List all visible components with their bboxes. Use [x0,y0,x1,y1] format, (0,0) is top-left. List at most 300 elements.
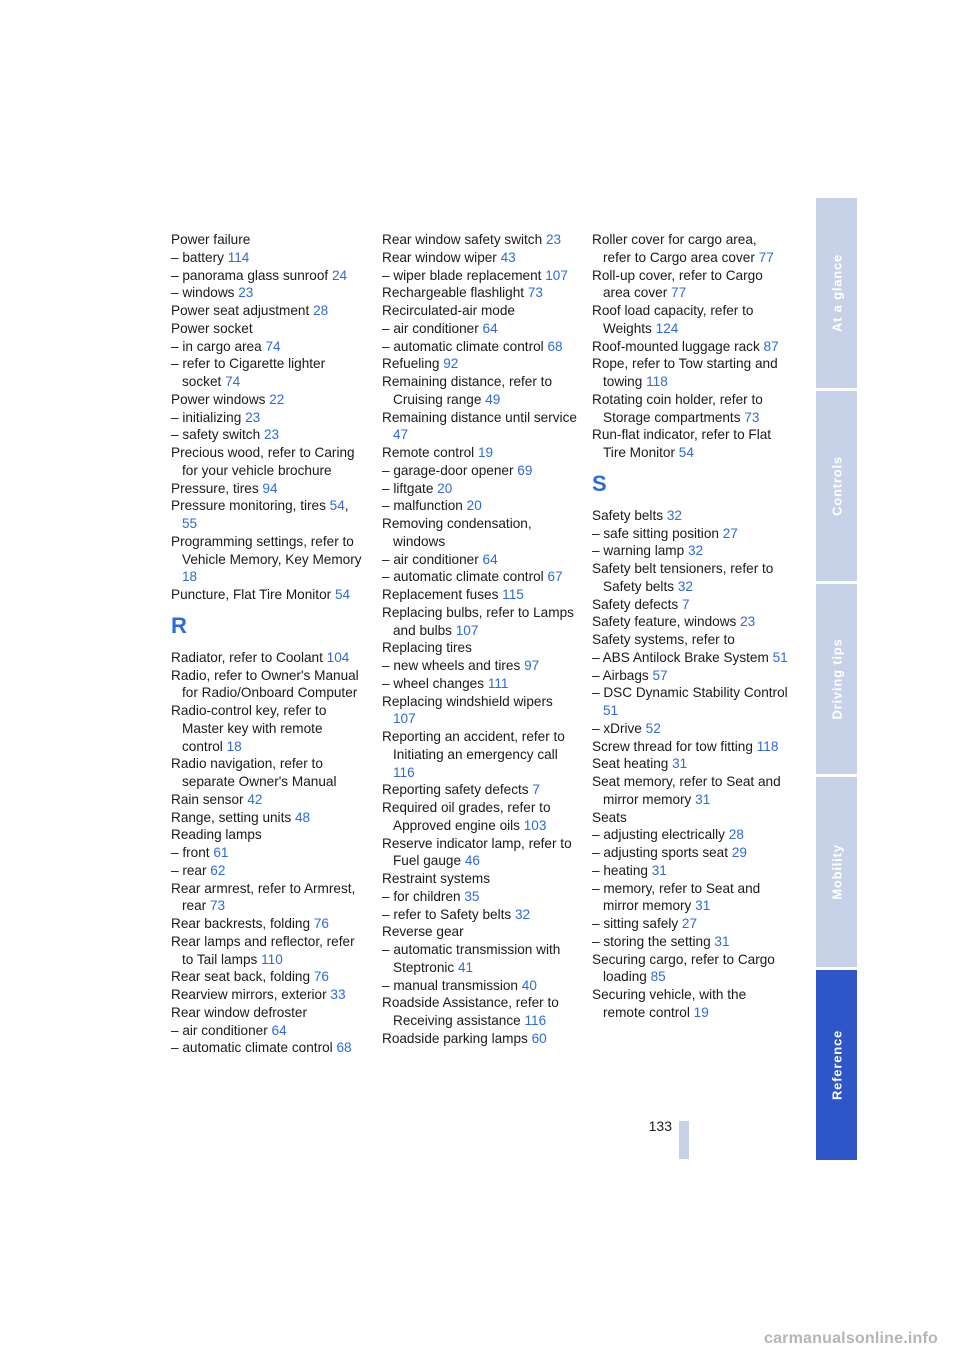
page-link[interactable]: 20 [466,498,482,514]
page-link[interactable]: 51 [772,649,788,665]
entry-text: Safety feature, windows [592,614,737,630]
index-entry [592,933,788,951]
page-link[interactable]: 54 [329,498,345,514]
index-entry [382,568,578,586]
entry-text: – automatic climate control [382,569,544,585]
index-entry [382,693,578,729]
tab-driving-tips[interactable] [816,584,857,774]
index-entry [592,525,788,543]
entry-text: Replacement fuses [382,587,499,602]
tab-label: Controls [829,456,844,516]
index-entry [171,755,367,791]
index-entry [171,986,367,1004]
page-link[interactable]: 124 [655,320,679,336]
page-link[interactable]: 31 [695,898,711,914]
page-link[interactable]: 114 [227,249,250,265]
watermark: carmanualsonline.info [763,1330,938,1347]
entry-text: Recirculated-air mode [382,303,515,318]
index-entry [382,906,578,924]
index-entry [382,639,578,657]
entry-text: – malfunction [382,498,463,514]
page-link[interactable]: 74 [265,338,281,354]
index-entry [171,915,367,933]
index-entry [592,507,788,525]
page-link[interactable]: 76 [313,916,329,931]
entry-text: – adjusting electrically [592,827,725,843]
page-link[interactable]: 32 [677,578,693,594]
page-link[interactable]: 73 [209,898,226,914]
page-link[interactable]: 29 [731,845,747,860]
page-link[interactable]: 52 [645,720,661,736]
index-entry [382,781,578,799]
entry-text: Securing cargo, refer to Cargo loading [592,951,775,985]
page-link[interactable]: 73 [527,285,543,301]
page-number-bar [679,1121,689,1159]
entry-text: Puncture, Flat Tire Monitor [171,587,332,602]
tab-label: Mobility [829,844,844,900]
index-entry [592,596,788,614]
tab-controls[interactable] [816,391,857,581]
index-entry [592,355,788,391]
index-entry [592,862,788,880]
entry-text: – refer to Safety belts [382,906,512,922]
entry-text: Power socket [171,320,253,336]
entry-text: – warning lamp [592,543,685,559]
index-entry [382,923,578,941]
entry-text: Safety belts [592,507,664,523]
page-link[interactable]: 74 [225,374,241,389]
entry-text: Range, setting units [171,809,292,825]
index-entry [382,728,578,781]
entry-text: Replacing windshield wipers [382,693,553,709]
page-link[interactable]: 19 [693,1004,709,1020]
page-link[interactable]: 60 [531,1030,547,1046]
index-entry [592,773,788,809]
entry-text: Radio navigation, refer to separate Owner's Manual [171,756,337,789]
entry-text: – sitting safely [592,916,679,931]
entry-text: Rear backrests, folding [171,916,311,931]
index-entry [592,542,788,560]
entry-text: – for children [382,888,461,904]
section-tabs [816,198,857,1160]
entry-text: Rain sensor [171,791,244,807]
page-link[interactable]: 69 [517,462,533,478]
index-entry [592,302,788,338]
entry-text: Seat memory, refer to Seat and mirror memory [592,774,781,807]
entry-text: Rearview mirrors, exterior [171,987,327,1002]
page-link[interactable]: 27 [681,916,698,931]
page-link[interactable]: 51 [603,703,619,718]
entry-text: – wiper blade replacement [382,267,542,283]
index-entry [171,809,367,827]
page-link[interactable]: 116 [524,1013,547,1028]
entry-text: – memory, refer to Seat and mirror memory [592,880,761,914]
index-entry [171,409,367,427]
entry-text: Safety belt tensioners, refer to Safety belts [592,561,774,594]
page-link[interactable]: 32 [515,906,531,922]
index-entry [171,1039,367,1057]
entry-text: – ABS Antilock Brake System [592,649,769,665]
entry-text: Reporting safety defects [382,782,529,798]
page-link[interactable]: 47 [393,427,409,443]
index-entry [382,515,578,551]
page-link[interactable]: 20 [437,480,453,496]
index-entry [382,409,578,445]
index-entry [382,373,578,409]
entry-text: Precious wood, refer to Caring for your vehicle brochure [171,445,355,478]
page-link[interactable]: 115 [502,587,524,602]
entry-text: Seat heating [592,756,669,772]
entry-text: – adjusting sports seat [592,845,729,860]
index-entry [592,391,788,427]
tab-at-a-glance[interactable] [816,198,857,388]
page-link[interactable]: 54 [678,445,694,460]
entry-text: Power windows [171,391,266,407]
page-link[interactable]: 76 [313,969,329,985]
index-entry [592,613,788,631]
entry-text: Radio, refer to Owner's Manual for Radio/Onboard Computer [171,667,359,701]
entry-text: – heating [592,862,648,878]
index-entry [171,880,367,916]
index-entry [382,799,578,835]
entry-text: – panorama glass sunroof [171,267,329,283]
index-entry [382,977,578,995]
index-entry [382,302,578,320]
index-entry [171,267,367,285]
index-entry [382,231,578,249]
section-letter: R [171,612,187,638]
index-entry [382,870,578,888]
index-entry [382,551,578,569]
entry-text: Required oil grades, refer to Approved engine oils [382,800,551,833]
page-link[interactable]: 32 [666,507,682,523]
entry-text: Radiator, refer to Coolant [171,649,323,665]
entry-text: – air conditioner [382,320,479,336]
page-link[interactable]: 57 [652,667,668,683]
page-link[interactable]: 67 [547,569,563,585]
entry-text: Reporting an accident, refer to Initiating an emergency call [382,729,565,762]
page-link[interactable]: 97 [524,658,540,673]
index-entry [382,994,578,1030]
page-link[interactable]: 33 [330,987,346,1002]
entry-text: – xDrive [592,720,642,736]
index-entry [171,302,367,320]
page-link[interactable]: 23 [740,614,756,630]
tab-mobility[interactable] [816,777,857,967]
entry-text: Screw thread for tow fitting [592,738,753,754]
index-entry [382,444,578,462]
entry-text: Refueling [382,356,440,372]
page-link[interactable]: 77 [758,249,774,265]
page-link[interactable]: 48 [294,809,311,825]
index-entry [382,675,578,693]
entry-text: Rear window safety switch [382,232,543,247]
entry-text: Remaining distance, refer to Cruising range [382,374,553,407]
entry-text: Roadside Assistance, refer to Receiving assistance [382,995,559,1028]
entry-text: Roadside parking lamps [382,1030,528,1046]
entry-text: Rear seat back, folding [171,969,311,985]
page-link[interactable]: 64 [482,320,498,336]
entry-text: Replacing tires [382,640,472,656]
index-entry [592,426,788,462]
index-entry [171,426,367,444]
index-entry [171,249,367,267]
index-entry [382,480,578,498]
index-entry [171,933,367,969]
page-link[interactable]: 31 [695,791,711,807]
entry-text: – windows [171,285,235,301]
page-link[interactable]: 31 [714,933,730,949]
index-entry [382,888,578,906]
entry-text: – automatic transmission with Steptronic [382,942,561,975]
index-entry [592,986,788,1022]
index-entry [382,497,578,515]
index-entry [171,355,367,391]
page-link[interactable]: 68 [336,1040,352,1056]
index-entry [592,560,788,596]
page-link[interactable]: 116 [393,764,415,780]
index-entry [382,941,578,977]
entry-text: – safety switch [171,427,261,443]
index-entry [382,355,578,373]
index-entry [592,684,788,720]
tab-label: At a glance [829,253,844,333]
page-link[interactable]: 7 [681,596,690,612]
page-link[interactable]: 18 [226,738,242,754]
index-entry [171,320,367,338]
index-entry [171,1022,367,1040]
index-entry [171,649,367,667]
page-link[interactable]: 68 [547,338,563,354]
index-entry [382,835,578,871]
index-entry [382,586,578,604]
page-link[interactable]: 118 [756,738,779,754]
index-entry [171,391,367,409]
entry-text: – liftgate [382,480,434,496]
index-entry [171,862,367,880]
page-link[interactable]: 23 [245,409,261,425]
entry-text: – initializing [171,409,242,425]
entry-text: Reserve indicator lamp, refer to Fuel gauge [382,835,572,869]
entry-text: – front [171,845,210,860]
page-link[interactable]: 28 [313,303,329,318]
page-link[interactable]: 24 [331,267,348,283]
index-entry [592,738,788,756]
entry-text: – garage-door opener [382,462,514,478]
index-entry [382,320,578,338]
tab-reference[interactable] [816,970,857,1160]
page-link[interactable]: 87 [763,338,779,354]
index-entry [382,284,578,302]
entry-text: – manual transmission [382,977,518,993]
page-link[interactable]: 32 [687,543,704,559]
page-link[interactable]: 107 [545,267,568,283]
page-link[interactable]: 23 [238,285,254,301]
index-entry [592,649,788,667]
page-number: 133 [648,1118,672,1134]
index-column-2 [382,231,578,1048]
page-link[interactable]: 43 [500,249,516,265]
page-link[interactable]: 64 [482,551,498,567]
page-link[interactable]: 61 [213,845,229,860]
index-entry [171,533,367,586]
entry-text: – refer to Cigarette lighter socket [171,356,326,389]
index-entry [382,604,578,640]
index-entry [382,338,578,356]
entry-text: Pressure, tires [171,480,259,496]
index-entry [171,480,367,498]
entry-text: Run-flat indicator, refer to Flat Tire Monitor [592,427,772,460]
index-entry [592,338,788,356]
entry-text: – DSC Dynamic Stability Control [592,685,788,701]
entry-text: – in cargo area [171,338,262,354]
entry-text: – storing the setting [592,933,711,949]
tab-label: Driving tips [829,638,844,720]
entry-text: Roof load capacity, refer to Weights [592,303,754,336]
index-entry: Pressure monitoring, tires 54, 55 [171,498,349,531]
entry-text: – wheel changes [382,675,485,691]
entry-text: – air conditioner [171,1022,268,1038]
entry-text: Roof-mounted luggage rack [592,338,760,354]
page-link[interactable]: 107 [455,622,479,638]
index-entry [592,915,788,933]
index-entry [382,267,578,285]
entry-text: Reading lamps [171,827,262,843]
page-link[interactable]: 54 [334,587,351,602]
page-link[interactable]: 40 [521,977,537,993]
entry-text: Power failure [171,232,251,247]
page-link[interactable]: 118 [646,374,668,389]
index-entry [171,444,367,480]
entry-text: – air conditioner [382,551,479,567]
entry-text: Reverse gear [382,924,464,940]
page-link[interactable]: 73 [744,409,760,425]
entry-text: – safe sitting position [592,525,719,541]
entry-text: – automatic climate control [382,338,544,354]
index-entry [592,755,788,773]
page-link[interactable]: 41 [458,959,474,975]
entry-text: – rear [171,862,207,878]
index-entry [592,880,788,916]
index-entry [592,231,788,267]
entry-text: Rear window wiper [382,249,497,265]
page-link[interactable]: 42 [247,791,263,807]
page-link[interactable]: 64 [271,1022,287,1038]
page-link[interactable]: 104 [326,649,350,665]
entry-text: Securing vehicle, with the remote control [592,987,747,1020]
entry-text: – battery [171,249,224,265]
page-link[interactable]: 22 [269,391,285,407]
entry-text: Removing condensation, windows [382,516,532,549]
index-entry [171,284,367,302]
entry-text: Remote control [382,445,475,460]
page-link[interactable]: 110 [261,951,283,967]
entry-text: Roller cover for cargo area, refer to Cargo area cover [592,232,757,265]
page-link[interactable]: 62 [210,862,226,878]
index-entry [592,826,788,844]
entry-text: Programming settings, refer to Vehicle Memory, Key Memory [171,533,362,567]
index-entry [592,631,788,649]
entry-text: – new wheels and tires [382,658,521,673]
index-column-1 [171,231,367,1057]
page-link[interactable]: 7 [532,782,540,798]
page-link[interactable]: 19 [477,445,494,460]
index-entry [171,791,367,809]
page-link[interactable]: 85 [650,969,666,985]
entry-text: – automatic climate control [171,1040,333,1056]
entry-text: Seats [592,809,627,825]
entry-text: – Airbags [592,667,649,683]
page-link[interactable]: 103 [523,817,547,833]
index-entry [382,249,578,267]
index-entry [171,968,367,986]
index-entry [592,844,788,862]
page-link[interactable]: 77 [671,285,687,301]
index-entry [171,667,367,703]
index-entry [592,809,788,827]
page-link[interactable]: 92 [443,356,459,372]
index-entry [171,231,367,249]
entry-text: Safety systems, refer to [592,632,735,647]
index-entry [592,951,788,987]
entry-text: Remaining distance until service [382,409,577,425]
index-entry [382,1030,578,1048]
index-entry [171,586,367,604]
entry-text: Radio-control key, refer to Master key with remote control [171,703,327,754]
index-column-3 [592,231,788,1022]
page-link[interactable]: 55 [182,516,198,531]
entry-text: Rear armrest, refer to Armrest, rear [171,880,356,914]
page-link[interactable]: 23 [545,232,562,247]
page-link[interactable]: 107 [393,711,416,727]
index-entry [171,702,367,755]
index-entry [592,720,788,738]
entry-text: Rechargeable flashlight [382,285,525,301]
entry-text: Power seat adjustment [171,303,310,318]
index-entry [171,826,367,844]
entry-text: Pressure monitoring, tires [171,498,326,514]
page-link[interactable]: 31 [672,756,688,772]
page-link[interactable]: 46 [464,853,480,869]
page-link[interactable]: 94 [262,480,278,496]
index-entry [171,844,367,862]
page-link[interactable]: 28 [728,827,744,843]
tab-label: Reference [829,1029,844,1101]
entry-text: Rear lamps and reflector, refer to Tail lamps [171,933,355,967]
index-entry [382,657,578,675]
entry-text: Restraint systems [382,871,491,886]
entry-text: Rope, refer to Tow starting and towing [592,356,778,389]
section-letter: S [592,470,607,496]
entry-text: Rear window defroster [171,1004,307,1020]
entry-text: Safety defects [592,596,679,612]
page-link[interactable]: 18 [182,569,198,585]
page-link[interactable]: 49 [485,391,501,407]
page-link[interactable]: 23 [263,427,280,443]
entry-text: Replacing bulbs, refer to Lamps and bulbs [382,604,574,638]
index-entry [171,1004,367,1022]
index-entry [171,338,367,356]
entry-text: Rotating coin holder, refer to Storage compartments [592,391,763,425]
page-link[interactable]: 31 [651,862,667,878]
index-entry [592,667,788,685]
page-link[interactable]: 111 [487,675,509,691]
page-link[interactable]: 27 [722,525,738,541]
entry-text: Roll-up cover, refer to Cargo area cover [592,267,763,301]
index-entry [592,267,788,303]
index-entry [382,462,578,480]
page-link[interactable]: 35 [464,888,480,904]
